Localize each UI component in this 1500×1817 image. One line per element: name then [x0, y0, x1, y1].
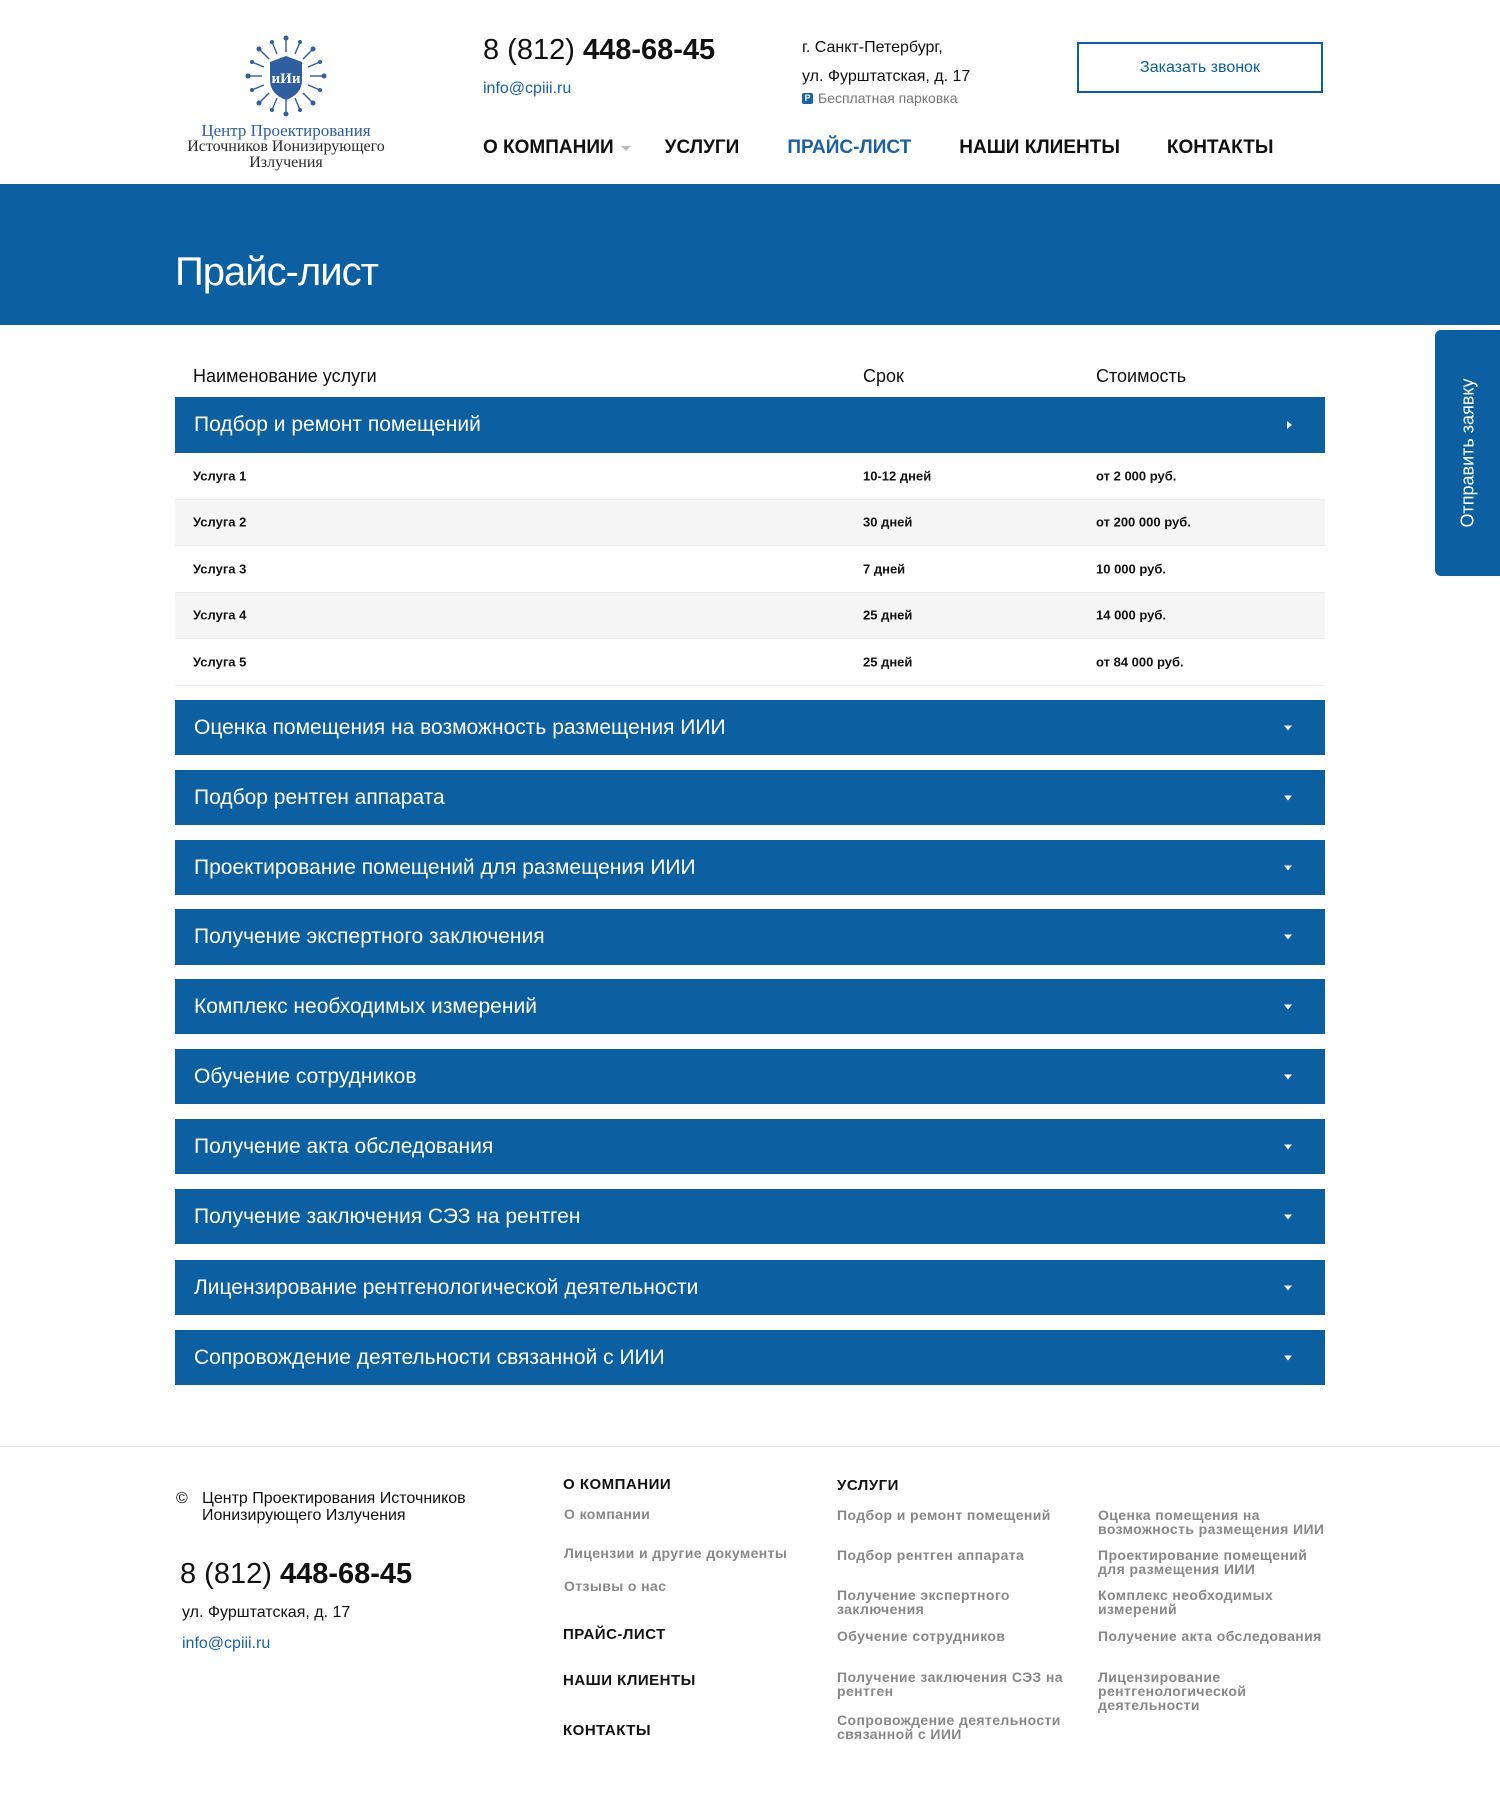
category-row[interactable]: Получение акта обследования [175, 1119, 1325, 1174]
site-logo[interactable] [175, 34, 397, 174]
footer-service-link[interactable]: Подбор и ремонт помещений [837, 1507, 1051, 1523]
category-row[interactable]: Сопровождение деятельности связанной с ИИИ [175, 1330, 1325, 1385]
footer-heading-services[interactable]: УСЛУГИ [837, 1477, 899, 1494]
chevron-down-icon [1284, 935, 1292, 940]
footer-heading-clients[interactable]: НАШИ КЛИЕНТЫ [563, 1672, 696, 1689]
chevron-down-icon [1284, 865, 1292, 870]
table-row: Услуга 4 25 дней 14 000 руб. [175, 593, 1325, 640]
chevron-right-icon [1287, 421, 1292, 429]
table-row: Услуга 5 25 дней от 84 000 руб. [175, 639, 1325, 686]
logo-title-line3: Излучения [249, 154, 323, 171]
chevron-down-icon [1284, 1214, 1292, 1219]
nav-item-services[interactable]: УСЛУГИ [664, 137, 740, 158]
footer-link-reviews[interactable]: Отзывы о нас [564, 1578, 667, 1594]
footer-service-link[interactable]: Комплекс необходимых измерений [1098, 1587, 1274, 1617]
price-rows [175, 453, 1325, 686]
chevron-down-icon [1284, 1355, 1292, 1360]
nav-item-contacts[interactable]: КОНТАКТЫ [1166, 137, 1274, 158]
radiation-burst-icon [244, 34, 328, 118]
footer-service-link[interactable]: Сопровождение деятельности связанной с ИИИ [837, 1712, 1061, 1742]
footer-copyright [176, 1490, 506, 1524]
chevron-down-icon [1284, 725, 1292, 730]
chevron-down-icon [1284, 1074, 1292, 1079]
price-table-header [175, 366, 1325, 388]
footer-service-link[interactable]: Подбор рентген аппарата [837, 1547, 1025, 1563]
logo-title-line1: Центр Проектирования [201, 121, 371, 140]
main-nav [483, 136, 1273, 160]
nav-item-clients[interactable]: НАШИ КЛИЕНТЫ [959, 137, 1120, 158]
chevron-down-icon [621, 146, 631, 151]
category-row[interactable]: Получение экспертного заключения [175, 909, 1325, 965]
column-header-term: Срок [863, 366, 904, 386]
chevron-down-icon [1284, 1004, 1292, 1009]
footer-link-licenses[interactable]: Лицензии и другие документы [564, 1545, 788, 1561]
parking-label: Бесплатная парковка [818, 90, 958, 106]
footer-service-link[interactable]: Оценка помещения на возможность размещения ИИИ [1098, 1507, 1325, 1537]
footer-email-link[interactable]: info@cpiii.ru [182, 1635, 271, 1652]
page-banner [0, 184, 1500, 325]
parking-note [802, 90, 957, 106]
page-title: Прайс-лист [175, 250, 378, 294]
site-header [0, 0, 1500, 184]
footer-link-about[interactable]: О компании [564, 1506, 651, 1522]
table-row: Услуга 1 10-12 дней от 2 000 руб. [175, 453, 1325, 500]
header-address-city: г. Санкт-Петербург, [802, 39, 943, 56]
footer-phone[interactable]: 8 (812) 448-68-45 [180, 1558, 413, 1590]
nav-item-company[interactable]: О КОМПАНИИ [483, 137, 631, 159]
copyright-text: Центр Проектирования Источников Ионизирующего Излучения [202, 1490, 466, 1524]
chevron-down-icon [1284, 795, 1292, 800]
table-row: Услуга 2 30 дней от 200 000 руб. [175, 500, 1325, 547]
footer-address: ул. Фурштатская, д. 17 [182, 1604, 351, 1621]
category-row-expanded[interactable] [175, 397, 1325, 453]
header-address-street: ул. Фурштатская, д. 17 [802, 68, 971, 85]
svg-text:иИи: иИи [271, 71, 301, 87]
order-call-button[interactable]: Заказать звонок [1077, 42, 1323, 93]
footer-service-link[interactable]: Обучение сотрудников [837, 1628, 1006, 1644]
category-label: Подбор и ремонт помещений [194, 413, 481, 436]
footer-service-link[interactable]: Проектирование помещений для размещения ИИИ [1098, 1547, 1308, 1577]
footer-service-link[interactable]: Лицензирование рентгенологической деятельности [1098, 1669, 1247, 1713]
send-request-tab[interactable] [1435, 330, 1500, 576]
column-header-name: Наименование услуги [193, 366, 377, 386]
nav-item-pricelist[interactable]: ПРАЙС-ЛИСТ [787, 137, 912, 158]
column-header-price: Стоимость [1096, 366, 1187, 386]
category-row[interactable]: Обучение сотрудников [175, 1049, 1325, 1104]
logo-title-line2: Источников Ионизирующего [187, 138, 385, 155]
header-phone[interactable]: 8 (812) 448-68-45 [483, 34, 716, 66]
footer-service-link[interactable]: Получение акта обследования [1098, 1628, 1322, 1644]
chevron-down-icon [1284, 1285, 1292, 1290]
footer-divider [0, 1446, 1500, 1447]
copyright-sign: © [176, 1490, 188, 1507]
chevron-down-icon [1284, 1144, 1292, 1149]
category-row[interactable]: Подбор рентген аппарата [175, 770, 1325, 825]
table-row: Услуга 3 7 дней 10 000 руб. [175, 546, 1325, 593]
category-row[interactable]: Оценка помещения на возможность размещения ИИИ [175, 700, 1325, 755]
footer-heading-pricelist[interactable]: ПРАЙС-ЛИСТ [563, 1626, 666, 1643]
footer-heading-contacts[interactable]: КОНТАКТЫ [563, 1722, 652, 1739]
footer-heading-company[interactable]: О КОМПАНИИ [563, 1476, 672, 1493]
footer-service-link[interactable]: Получение экспертного заключения [837, 1587, 1010, 1617]
footer-service-link[interactable]: Получение заключения СЭЗ на рентген [837, 1669, 1063, 1699]
category-row[interactable]: Получение заключения СЭЗ на рентген [175, 1189, 1325, 1244]
parking-icon: P [802, 93, 813, 104]
send-request-label: Отправить заявку [1457, 378, 1477, 528]
category-row[interactable]: Лицензирование рентгенологической деятельности [175, 1260, 1325, 1315]
category-row[interactable]: Комплекс необходимых измерений [175, 979, 1325, 1034]
category-row[interactable]: Проектирование помещений для размещения ИИИ [175, 840, 1325, 895]
header-email-link[interactable]: info@cpiii.ru [483, 80, 572, 97]
